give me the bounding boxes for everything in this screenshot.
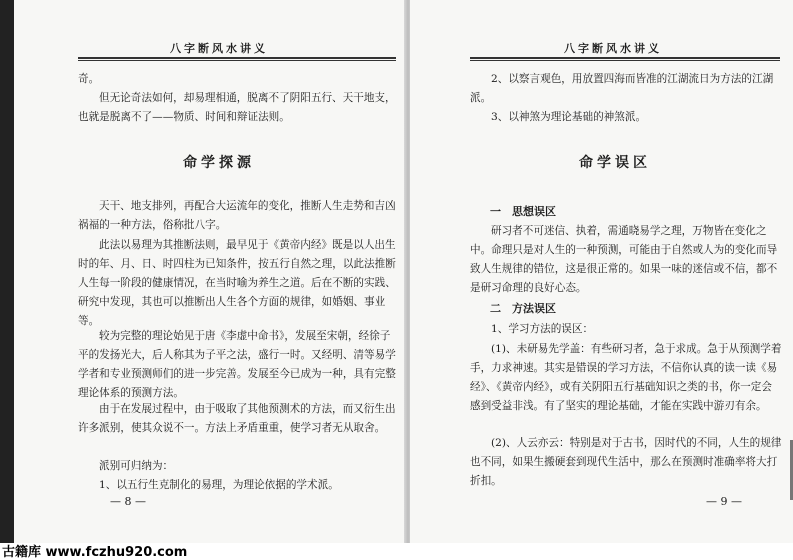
left-paragraph-1: 天干、地支排列，再配合大运流年的变化，推断人生走势和吉凶祸福的一种方法，俗称批八字。	[78, 200, 396, 231]
section-1-body: 研习者不可迷信、执着，需通晓易学之理，万物皆在变化之中。命理只是对人生的一种预测，可能由于自然或人为的变化而导致人生规律的错位，这是很正常的。如果一味的迷信或不信，都不是研习命理的良好心态。	[470, 225, 778, 294]
left-top-fragment: 奇。	[78, 73, 100, 85]
site-watermark: 古籍库 www.fczhu920.com	[2, 545, 188, 560]
left-paragraph-4: 由于在发展过程中，由于吸取了其他预测术的方法，而又衍生出许多派别，使其众说不一。方法上矛盾重重，使学习者无从取舍。	[78, 403, 396, 434]
section-1-heading: 一 思想误区	[490, 205, 556, 218]
section-2-subheading: 1、学习方法的误区：	[491, 323, 594, 335]
left-paragraph-3: 较为完整的理论始见于唐《李虚中命书》，发展至宋朝，经徐子平的发扬光大，后人称其为子平之法，盛行一时。又经明、清等易学学者和专业预测师们的进一步完善。发展至今已成为一种，具有完整理论体系的预测方法。	[78, 330, 396, 399]
right-header-rule	[470, 57, 780, 59]
right-top-paragraph-2: 3、以神煞为理论基础的神煞派。	[491, 111, 647, 123]
section-2-item-2: (2)、人云亦云：特别是对于古书，因时代的不同，人生的规律也不同，如果生搬硬套到现代生活中，那么在预测时准确率将大打折扣。	[470, 437, 782, 487]
right-page-number: — 9 —	[706, 495, 742, 508]
left-paragraph-5: 派别可归纳为：	[99, 460, 174, 472]
section-2-heading: 二 方法误区	[490, 302, 556, 315]
left-paragraph-2: 此法以易理为其推断法则，最早见于《黄帝内经》既是以人出生时的年、月、日、时四柱为已知条件，按五行自然之理，以此法推断人生每一阶段的健康情况，在当时喻为养生之道。后在不断的实践、研究中发现，其也可以推断出人生各个方面的规律，如婚姻、事业等。	[78, 239, 396, 327]
right-top-paragraph-1: 2、以察言观色，用放置四海而皆准的江湖流日为方法的江湖派。	[470, 73, 774, 104]
left-section-title: 命学探源	[183, 155, 255, 171]
scan-left-edge	[0, 0, 14, 543]
section-2-item-1: (1)、未研易先学盖：有些研习者，急于求成。急于从预测学着手，力求神速。其实是错误的学习方法，不信你认真的读一读《易经》、《黄帝内经》，或有关阴阳五行基础知识之类的书，你一定会感到受益非浅。有了坚实的理论基础，才能在实践中游刃有余。	[470, 343, 782, 412]
left-intro-paragraph: 但无论奇法如何，却易理相通，脱离不了阴阳五行、天干地支，也就是脱离不了——物质、时间和辩证法则。	[78, 92, 396, 123]
right-page	[410, 0, 793, 543]
left-page	[14, 0, 406, 543]
left-paragraph-6: 1、以五行生克制化的易理，为理论依据的学术派。	[99, 479, 339, 491]
left-header-rule	[78, 57, 396, 59]
right-page-header: 八字断风水讲义	[564, 42, 662, 55]
left-page-header: 八字断风水讲义	[170, 42, 268, 55]
left-header-rule-thin	[78, 60, 396, 61]
left-page-number: — 8 —	[110, 495, 146, 508]
right-section-title: 命学误区	[579, 155, 651, 171]
right-header-rule-thin	[470, 60, 780, 61]
